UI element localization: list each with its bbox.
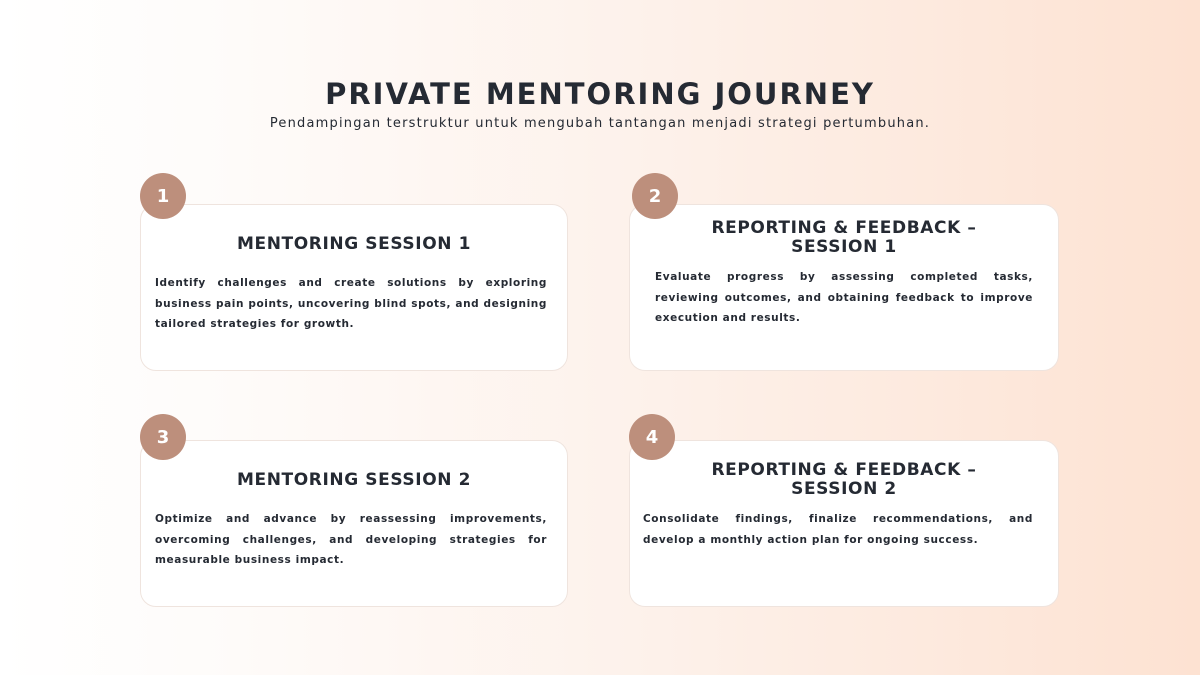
step-description-2: Evaluate progress by assessing completed tasks, reviewing outcomes, and obtaining feedback to improve execution and results. bbox=[655, 271, 1033, 324]
step-card-4 bbox=[629, 440, 1059, 607]
step-number-badge-1: 1 bbox=[140, 173, 186, 219]
page-header bbox=[0, 74, 1200, 134]
step-number-badge-2: 2 bbox=[632, 173, 678, 219]
step-title-3: MENTORING SESSION 2 bbox=[236, 470, 472, 490]
step-card-2 bbox=[629, 204, 1059, 371]
step-title-1: MENTORING SESSION 1 bbox=[236, 234, 472, 254]
step-number-badge-4: 4 bbox=[629, 414, 675, 460]
step-title-2-line-2: SESSION 1 bbox=[791, 237, 897, 257]
step-title-4-line-2: SESSION 2 bbox=[791, 479, 897, 499]
step-title-2-line-1: REPORTING & FEEDBACK – bbox=[711, 218, 977, 238]
step-card-3 bbox=[140, 440, 568, 607]
step-description-3: Optimize and advance by reassessing improvements, overcoming challenges, and developing strategies for measurable business impact. bbox=[155, 513, 547, 566]
step-description-4: Consolidate findings, finalize recommendations, and develop a monthly action plan for ongoing success. bbox=[643, 513, 1033, 546]
page-title: PRIVATE MENTORING JOURNEY bbox=[325, 77, 875, 111]
step-title-2 bbox=[630, 219, 1058, 257]
step-card-1 bbox=[140, 204, 568, 371]
step-description-1: Identify challenges and create solutions by exploring business pain points, uncovering blind spots, and designing tailored strategies for growth. bbox=[155, 277, 547, 330]
step-title-4 bbox=[630, 461, 1058, 499]
step-title-4-line-1: REPORTING & FEEDBACK – bbox=[711, 460, 977, 480]
page-subtitle: Pendampingan terstruktur untuk mengubah tantangan menjadi strategi pertumbuhan. bbox=[269, 116, 931, 131]
step-number-badge-3: 3 bbox=[140, 414, 186, 460]
